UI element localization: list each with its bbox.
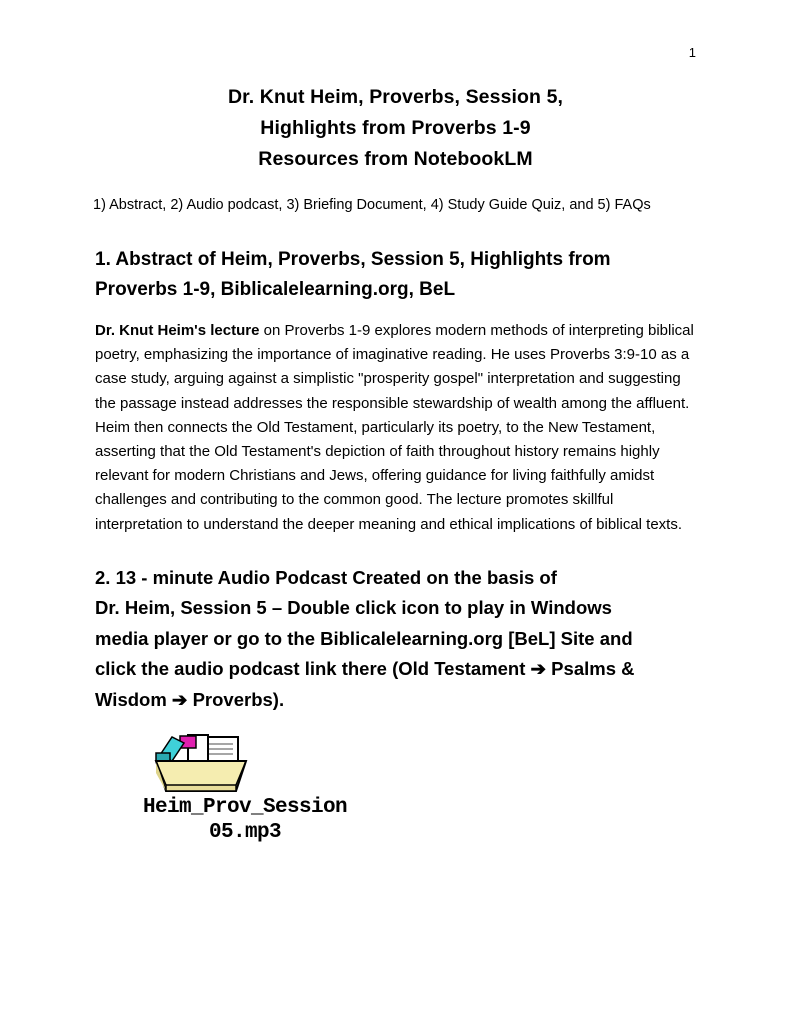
section-1-heading-line-1: 1. Abstract of Heim, Proverbs, Session 5, Highlights from <box>95 249 611 270</box>
abstract-paragraph <box>95 319 696 537</box>
section-2-line-2: Dr. Heim, Session 5 – Double click icon to play in Windows <box>95 597 612 619</box>
audio-file-embed[interactable] <box>95 733 696 845</box>
arrow-right-icon-1: ➔ <box>530 658 547 680</box>
mp3-file-icon-wrap[interactable] <box>105 733 305 795</box>
resources-subtitle: 1) Abstract, 2) Audio podcast, 3) Briefing Document, 4) Study Guide Quiz, and 5) FAQs <box>93 197 651 213</box>
abstract-body: on Proverbs 1-9 explores modern methods of interpreting biblical poetry, emphasizing the importance of imaginative reading. He uses Proverbs 3:9-10 as a case study, arguing against a simplistic "prosperity gospel" interpretation and suggesting the passage instead addresses the responsible stewardship of wealth among the affluent. Heim then connects the Old Testament, particularly its poetry, to the New Testament, asserting that the Old Testament's depiction of faith throughout history remains highly relevant for modern Christians and Jews, offering guidance for living faithfully amidst challenges and contributing to the common good. The lecture promotes skillful interpretation to understand the deeper meaning and ethical implications of biblical texts. <box>95 322 694 533</box>
mp3-file-label-line-1: Heim_Prov_Session <box>142 796 348 820</box>
mp3-file-label[interactable] <box>95 795 395 845</box>
section-2-line-5 <box>95 685 696 716</box>
title-line-3: Resources from NotebookLM <box>258 148 533 170</box>
section-1-heading-line-2: Proverbs 1-9, Biblicalelearning.org, BeL <box>95 279 456 300</box>
section-2-heading <box>95 563 696 716</box>
section-2-line-4-a: click the audio podcast link there (Old Testament <box>95 658 531 680</box>
title-line-2: Highlights from Proverbs 1-9 <box>260 117 531 139</box>
section-2-line-4-b: Psalms & <box>546 658 635 680</box>
mp3-file-label-line-2: 05.mp3 <box>208 821 281 845</box>
section-2-line-5-a: Wisdom <box>95 688 172 710</box>
section-2-line-5-b: Proverbs). <box>187 688 285 710</box>
section-1-heading <box>95 245 696 305</box>
page-number: 1 <box>688 45 696 60</box>
abstract-lead: Dr. Knut Heim's lecture <box>95 322 260 339</box>
section-2-line-4 <box>95 654 696 685</box>
section-2-line-1: 2. 13 - minute Audio Podcast Created on the basis of <box>95 566 557 588</box>
arrow-right-icon-2: ➔ <box>171 688 188 710</box>
section-2-line-3: media player or go to the Biblicalelearning.org [BeL] Site and <box>95 627 633 649</box>
title-line-1: Dr. Knut Heim, Proverbs, Session 5, <box>227 86 564 108</box>
document-title-block <box>95 0 696 175</box>
mp3-file-icon[interactable] <box>150 733 260 795</box>
